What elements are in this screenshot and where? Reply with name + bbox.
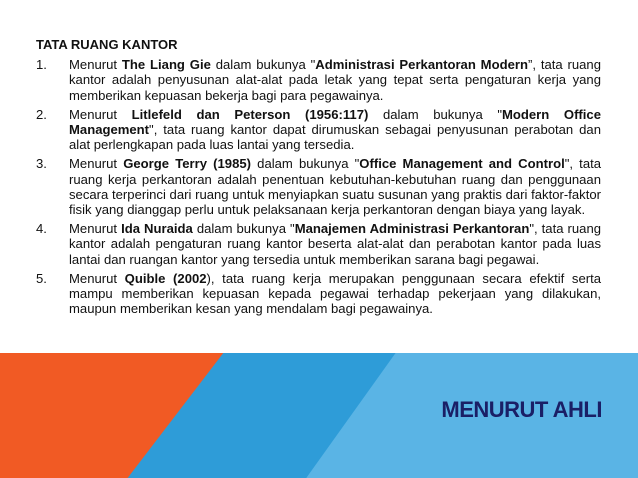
book-title: Manajemen Administrasi Perkantoran xyxy=(294,221,530,237)
item-text: Menurut xyxy=(69,57,122,73)
expert-name: George Terry (1985) xyxy=(123,156,251,172)
list-item xyxy=(36,271,601,317)
item-text: Menurut xyxy=(69,156,124,172)
item-text: ", tata ruang kantor adalah pengaturan ruang kantor beserta alat-alat dan perabotan kantor pada luas lantai dan ruangan kantor yang tersedia untuk memberikan sarana bagi pegawai. xyxy=(69,221,602,267)
item-text: dalam bukunya " xyxy=(210,57,316,73)
slide-content xyxy=(36,37,601,320)
list-item xyxy=(36,57,601,103)
expert-name: Litlefeld dan Peterson (1956:117) xyxy=(131,106,369,122)
list-number: 3. xyxy=(36,156,47,172)
item-text: ”, tata ruang kantor adalah penyusunan alat-alat pada letak yang tepat serta pengaturan kerja yang memberikan kepuasan bekerja bagi para pegawainya. xyxy=(69,57,601,103)
book-title: Administrasi Perkantoran Modern xyxy=(315,57,528,73)
item-text: Menurut xyxy=(69,270,125,286)
slide-title: TATA RUANG KANTOR xyxy=(36,37,178,52)
book-title: Modern Office Management xyxy=(69,106,601,138)
expert-name: The Liang Gie xyxy=(121,57,211,73)
section-banner: MENURUT AHLI xyxy=(441,397,602,422)
list-number: 4. xyxy=(36,221,47,237)
expert-name: Quible (2002 xyxy=(124,270,207,286)
item-text: ), tata ruang kerja merupakan penggunaan secara efektif serta mampu memberikan kepuasan kepada pegawai terhadap pekerjaan yang dilakukan, maupun memberikan kesan yang mendalam bagi pegawainya. xyxy=(69,270,602,317)
item-text: dalam bukunya " xyxy=(192,221,295,237)
item-text: dalam bukunya " xyxy=(251,156,360,172)
list-number: 5. xyxy=(36,270,47,286)
list-item xyxy=(36,107,601,153)
item-text: Menurut xyxy=(69,106,132,122)
item-text: ", tata ruang kantor dapat dirumuskan sebagai penyusunan perabotan dan alat perlengkapan pada luas lantai yang tersedia. xyxy=(69,122,601,153)
item-text: dalam bukunya " xyxy=(368,106,502,122)
list-number: 2. xyxy=(36,106,47,122)
item-text: ", tata ruang kerja perkantoran adalah penentuan kebutuhan-kebutuhan ruang dan penggunaan secara terperinci dari ruang untuk menyiapkan suatu susunan yang praktis dari faktor-faktor fisik yang dianggap perlu untuk pelaksanaan kerja perkantoran dengan biaya yang layak. xyxy=(69,156,602,218)
book-title: Office Management and Control xyxy=(359,156,565,172)
list-item xyxy=(36,221,601,267)
list-item xyxy=(36,156,601,217)
expert-name: Ida Nuraida xyxy=(121,221,193,237)
item-text: Menurut xyxy=(69,221,122,237)
list-number: 1. xyxy=(36,57,47,73)
